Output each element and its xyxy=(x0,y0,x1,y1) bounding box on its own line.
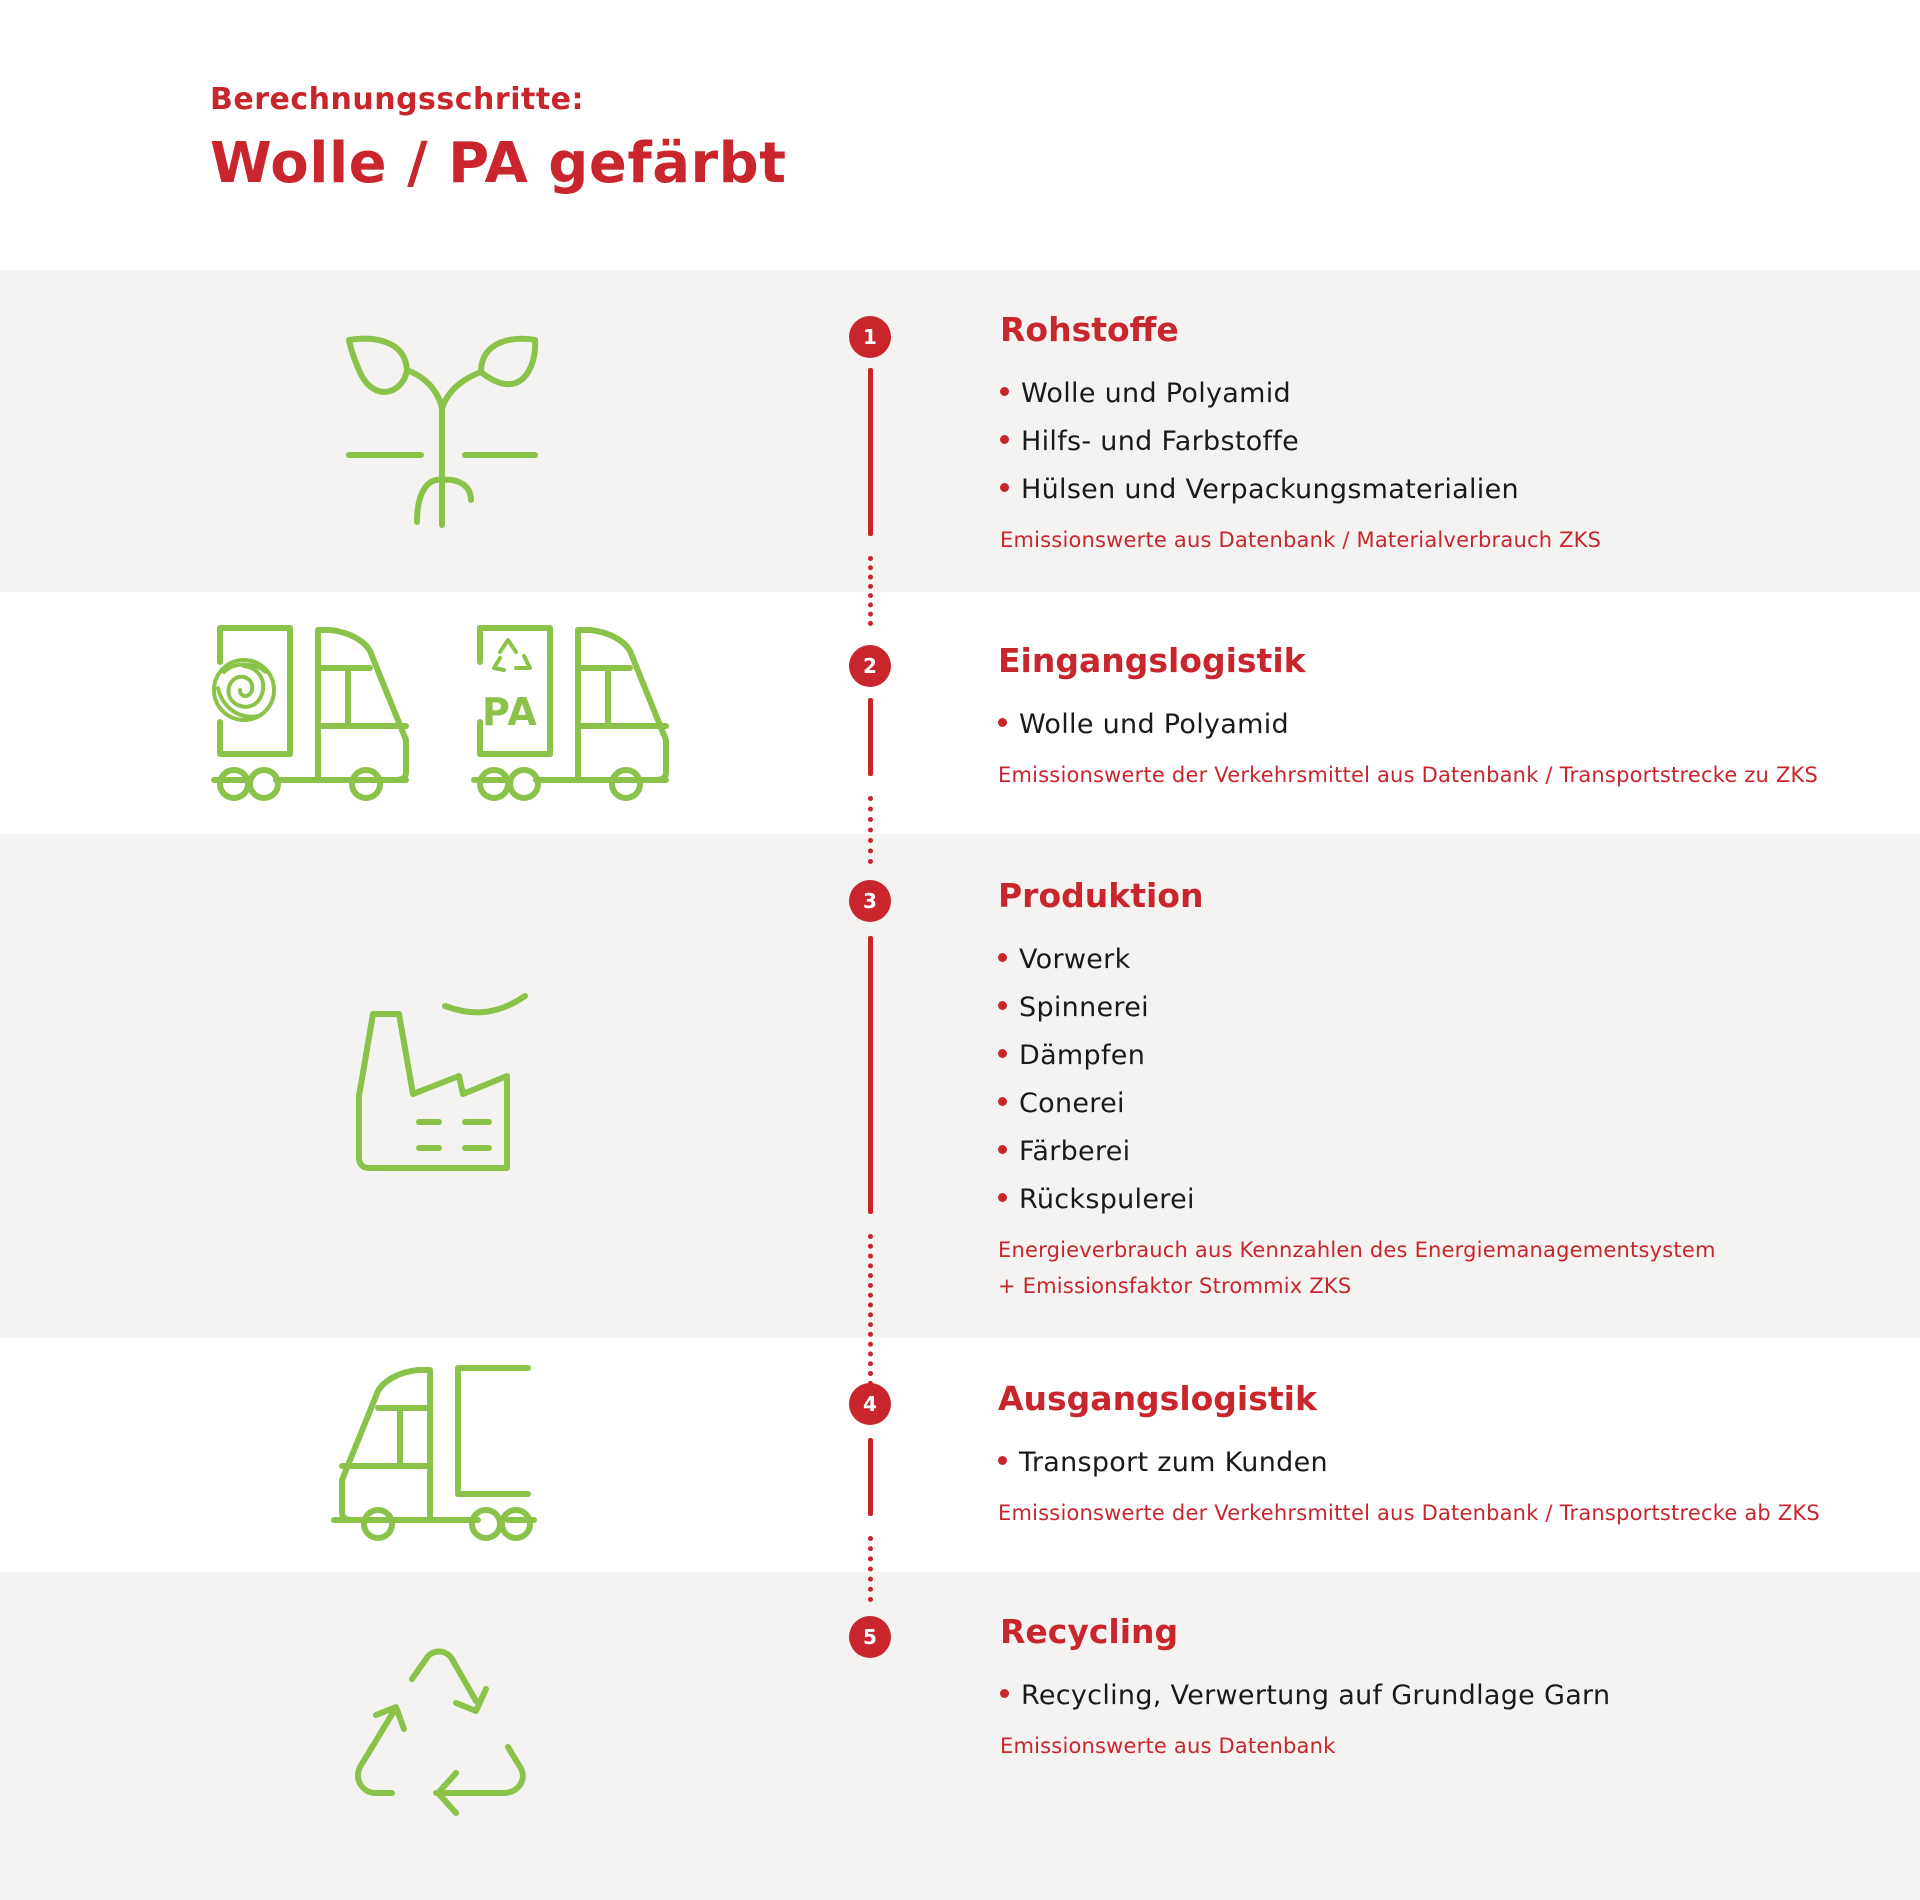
bullet-icon xyxy=(998,1097,1007,1106)
list-item: Transport zum Kunden xyxy=(998,1439,1820,1487)
page-title: Wolle / PA gefärbt xyxy=(210,131,787,196)
plant-sprout-icon xyxy=(345,330,540,530)
step-number-badge: 3 xyxy=(849,880,891,922)
step-item-list xyxy=(998,936,1716,1224)
step-title: Recycling xyxy=(1000,1612,1179,1651)
step-note: Energieverbrauch aus Kennzahlen des Energiemanagementsystem + Emissionsfaktor Strommix ZKS xyxy=(998,1238,1716,1298)
list-item: Färberei xyxy=(998,1128,1716,1176)
list-item: Recycling, Verwertung auf Grundlage Garn xyxy=(1000,1672,1610,1720)
bullet-icon xyxy=(1000,1689,1009,1698)
timeline-solid-2 xyxy=(868,698,873,776)
list-item: Hülsen und Verpackungsmaterialien xyxy=(1000,466,1601,514)
step-number-badge: 2 xyxy=(849,645,891,687)
bullet-icon xyxy=(1000,435,1009,444)
factory-icon xyxy=(355,990,530,1180)
list-item: Spinnerei xyxy=(998,984,1716,1032)
band-recycling xyxy=(0,1572,1920,1900)
step-item-list xyxy=(998,701,1818,749)
timeline-dots-2 xyxy=(868,796,873,864)
recycled-pa-label: PA xyxy=(482,690,538,734)
timeline-solid-3 xyxy=(868,936,873,1214)
page-header xyxy=(210,82,787,196)
bullet-icon xyxy=(998,1456,1007,1465)
timeline-solid-1 xyxy=(868,368,873,536)
inbound-trucks-icon xyxy=(210,622,680,812)
list-item: Wolle und Polyamid xyxy=(1000,370,1601,418)
list-item: Hilfs- und Farbstoffe xyxy=(1000,418,1601,466)
bullet-icon xyxy=(998,953,1007,962)
list-item: Dämpfen xyxy=(998,1032,1716,1080)
step-note: Emissionswerte der Verkehrsmittel aus Datenbank / Transportstrecke ab ZKS xyxy=(998,1501,1820,1525)
step-title: Eingangslogistik xyxy=(998,641,1306,680)
step-item-list xyxy=(998,1439,1820,1487)
step-item-list xyxy=(1000,1672,1610,1720)
step-title: Rohstoffe xyxy=(1000,310,1179,349)
band-rohstoffe xyxy=(0,270,1920,592)
step-note: Emissionswerte aus Datenbank / Materialverbrauch ZKS xyxy=(1000,528,1602,552)
list-item: Vorwerk xyxy=(998,936,1716,984)
bullet-icon xyxy=(998,1049,1007,1058)
step-title: Ausgangslogistik xyxy=(998,1379,1317,1418)
step-item-list xyxy=(1000,370,1601,514)
bullet-icon xyxy=(998,1193,1007,1202)
timeline-dots-4 xyxy=(868,1536,873,1602)
step-title: Produktion xyxy=(998,876,1204,915)
bullet-icon xyxy=(998,1145,1007,1154)
bullet-icon xyxy=(998,1001,1007,1010)
bullet-icon xyxy=(1000,387,1009,396)
step-note: Emissionswerte aus Datenbank xyxy=(1000,1734,1336,1758)
timeline-dots-1 xyxy=(868,556,873,626)
list-item: Wolle und Polyamid xyxy=(998,701,1818,749)
bullet-icon xyxy=(1000,483,1009,492)
bullet-icon xyxy=(998,718,1007,727)
list-item: Conerei xyxy=(998,1080,1716,1128)
step-note: Emissionswerte der Verkehrsmittel aus Datenbank / Transportstrecke zu ZKS xyxy=(998,763,1819,787)
timeline-solid-4 xyxy=(868,1438,873,1516)
step-number-badge: 1 xyxy=(849,316,891,358)
timeline-dots-3 xyxy=(868,1234,873,1386)
page-subtitle: Berechnungsschritte: xyxy=(210,82,584,117)
step-number-badge: 4 xyxy=(849,1383,891,1425)
outbound-truck-icon xyxy=(330,1362,540,1547)
list-item: Rückspulerei xyxy=(998,1176,1716,1224)
step-number-badge: 5 xyxy=(849,1616,891,1658)
recycling-icon xyxy=(352,1645,532,1830)
